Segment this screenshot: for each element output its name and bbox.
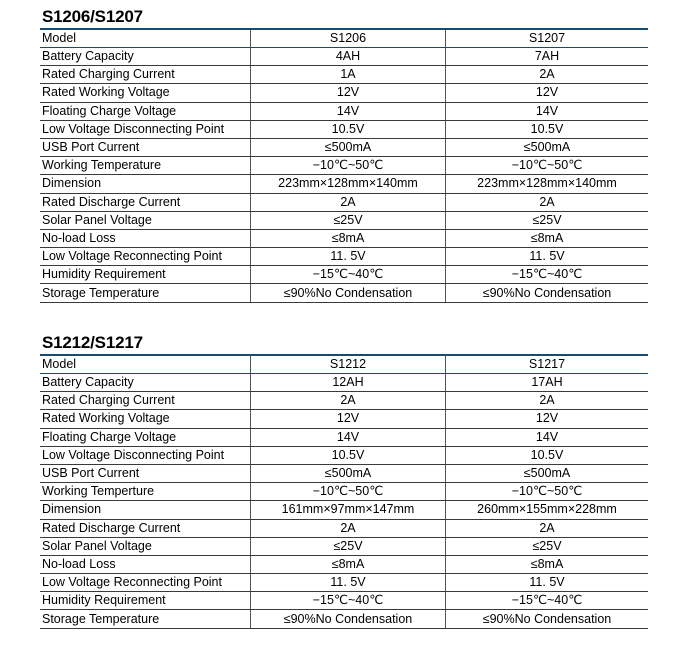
table-row	[40, 464, 648, 482]
spec-label-cell: No-load Loss	[40, 555, 251, 573]
spec-label-cell: Dimension	[40, 175, 251, 193]
spec-label-cell: Model	[40, 355, 251, 374]
spec-value-cell: 14V	[251, 102, 446, 120]
spec-label-cell: Low Voltage Reconnecting Point	[40, 248, 251, 266]
spec-value-cell: 10.5V	[251, 120, 446, 138]
spec-value-cell: 11. 5V	[446, 574, 649, 592]
spec-value-cell: ≤25V	[251, 537, 446, 555]
spec-value-cell: 2A	[446, 392, 649, 410]
spec-label-cell: Humidity Requirement	[40, 592, 251, 610]
spec-value-cell: ≤25V	[251, 211, 446, 229]
spec-label-cell: Low Voltage Disconnecting Point	[40, 446, 251, 464]
spec-value-cell: 12V	[446, 84, 649, 102]
spec-label-cell: Working Temperature	[40, 157, 251, 175]
spec-value-cell: 12V	[446, 410, 649, 428]
table-row	[40, 211, 648, 229]
section-title: S1206/S1207	[42, 7, 143, 26]
spec-value-cell: 10.5V	[251, 446, 446, 464]
spec-value-cell: 1A	[251, 66, 446, 84]
table-row	[40, 157, 648, 175]
table-row	[40, 428, 648, 446]
spec-label-cell: Solar Panel Voltage	[40, 537, 251, 555]
spec-value-cell: 14V	[251, 428, 446, 446]
spec-value-cell: 11. 5V	[446, 248, 649, 266]
spec-value-cell: ≤8mA	[251, 229, 446, 247]
table-row	[40, 138, 648, 156]
spec-value-cell: −15℃~40℃	[446, 592, 649, 610]
spec-label-cell: Working Temperture	[40, 483, 251, 501]
spec-label-cell: Rated Discharge Current	[40, 519, 251, 537]
spec-label-cell: Storage Temperature	[40, 610, 251, 628]
spec-value-cell: −15℃~40℃	[251, 266, 446, 284]
spec-value-cell: ≤90%No Condensation	[446, 284, 649, 302]
spec-value-cell: 12V	[251, 84, 446, 102]
spec-value-cell: 2A	[251, 519, 446, 537]
spec-value-cell: S1212	[251, 355, 446, 374]
table-row	[40, 483, 648, 501]
spec-value-cell: ≤500mA	[446, 464, 649, 482]
table-header-row	[40, 29, 648, 48]
spec-value-cell: ≤8mA	[251, 555, 446, 573]
spec-value-cell: −15℃~40℃	[446, 266, 649, 284]
spec-value-cell: ≤500mA	[251, 138, 446, 156]
table-row	[40, 501, 648, 519]
spec-value-cell: 17AH	[446, 374, 649, 392]
table-row	[40, 519, 648, 537]
table-row	[40, 84, 648, 102]
table-row	[40, 592, 648, 610]
spec-value-cell: 2A	[251, 193, 446, 211]
spec-value-cell: −10℃~50℃	[446, 157, 649, 175]
spec-label-cell: Dimension	[40, 501, 251, 519]
spec-label-cell: Humidity Requirement	[40, 266, 251, 284]
spec-value-cell: 11. 5V	[251, 248, 446, 266]
spec-label-cell: Rated Working Voltage	[40, 410, 251, 428]
table-row	[40, 193, 648, 211]
spec-value-cell: 10.5V	[446, 446, 649, 464]
spec-value-cell: ≤8mA	[446, 229, 649, 247]
table-row	[40, 102, 648, 120]
table-row	[40, 175, 648, 193]
spec-value-cell: ≤90%No Condensation	[251, 284, 446, 302]
spec-value-cell: 2A	[446, 66, 649, 84]
spec-value-cell: 223mm×128mm×140mm	[251, 175, 446, 193]
spec-value-cell: ≤25V	[446, 537, 649, 555]
table-row	[40, 120, 648, 138]
spec-value-cell: ≤500mA	[251, 464, 446, 482]
spec-value-cell: 2A	[446, 519, 649, 537]
spec-value-cell: −15℃~40℃	[251, 592, 446, 610]
spec-label-cell: USB Port Current	[40, 138, 251, 156]
spec-value-cell: 2A	[446, 193, 649, 211]
spec-value-cell: 260mm×155mm×228mm	[446, 501, 649, 519]
spec-value-cell: ≤90%No Condensation	[446, 610, 649, 628]
spec-value-cell: −10℃~50℃	[446, 483, 649, 501]
spec-label-cell: Solar Panel Voltage	[40, 211, 251, 229]
spec-table-body	[40, 355, 648, 628]
spec-value-cell: 161mm×97mm×147mm	[251, 501, 446, 519]
spec-label-cell: Rated Working Voltage	[40, 84, 251, 102]
spec-table	[40, 354, 648, 629]
spec-value-cell: 10.5V	[446, 120, 649, 138]
spec-value-cell: 12AH	[251, 374, 446, 392]
spec-value-cell: ≤500mA	[446, 138, 649, 156]
spec-label-cell: Floating Charge Voltage	[40, 102, 251, 120]
spec-label-cell: Battery Capacity	[40, 374, 251, 392]
section-title: S1212/S1217	[42, 333, 143, 352]
spec-section-s1212-s1217	[40, 332, 640, 629]
table-header-row	[40, 355, 648, 374]
spec-value-cell: 2A	[251, 392, 446, 410]
spec-value-cell: S1206	[251, 29, 446, 48]
spec-value-cell: −10℃~50℃	[251, 483, 446, 501]
spec-value-cell: 7AH	[446, 48, 649, 66]
table-row	[40, 392, 648, 410]
spec-section-s1206-s1207	[40, 6, 640, 303]
spec-value-cell: ≤90%No Condensation	[251, 610, 446, 628]
spec-value-cell: S1207	[446, 29, 649, 48]
spec-value-cell: −10℃~50℃	[251, 157, 446, 175]
spec-table-body	[40, 29, 648, 302]
spec-label-cell: Rated Charging Current	[40, 66, 251, 84]
spec-label-cell: Model	[40, 29, 251, 48]
spec-value-cell: ≤25V	[446, 211, 649, 229]
spec-label-cell: Storage Temperature	[40, 284, 251, 302]
spec-value-cell: 223mm×128mm×140mm	[446, 175, 649, 193]
spec-value-cell: 12V	[251, 410, 446, 428]
table-row	[40, 555, 648, 573]
table-row	[40, 574, 648, 592]
spec-value-cell: ≤8mA	[446, 555, 649, 573]
table-row	[40, 374, 648, 392]
table-row	[40, 446, 648, 464]
spec-value-cell: 14V	[446, 428, 649, 446]
spec-value-cell: 14V	[446, 102, 649, 120]
table-row	[40, 610, 648, 628]
table-row	[40, 284, 648, 302]
spec-label-cell: USB Port Current	[40, 464, 251, 482]
table-row	[40, 410, 648, 428]
spec-label-cell: Rated Discharge Current	[40, 193, 251, 211]
spec-label-cell: No-load Loss	[40, 229, 251, 247]
spec-label-cell: Low Voltage Disconnecting Point	[40, 120, 251, 138]
table-row	[40, 248, 648, 266]
table-row	[40, 266, 648, 284]
spec-label-cell: Floating Charge Voltage	[40, 428, 251, 446]
spec-value-cell: 4AH	[251, 48, 446, 66]
spec-label-cell: Battery Capacity	[40, 48, 251, 66]
spec-label-cell: Low Voltage Reconnecting Point	[40, 574, 251, 592]
spec-value-cell: S1217	[446, 355, 649, 374]
spec-value-cell: 11. 5V	[251, 574, 446, 592]
table-row	[40, 537, 648, 555]
spec-table	[40, 28, 648, 303]
table-row	[40, 48, 648, 66]
table-row	[40, 229, 648, 247]
spec-label-cell: Rated Charging Current	[40, 392, 251, 410]
table-row	[40, 66, 648, 84]
